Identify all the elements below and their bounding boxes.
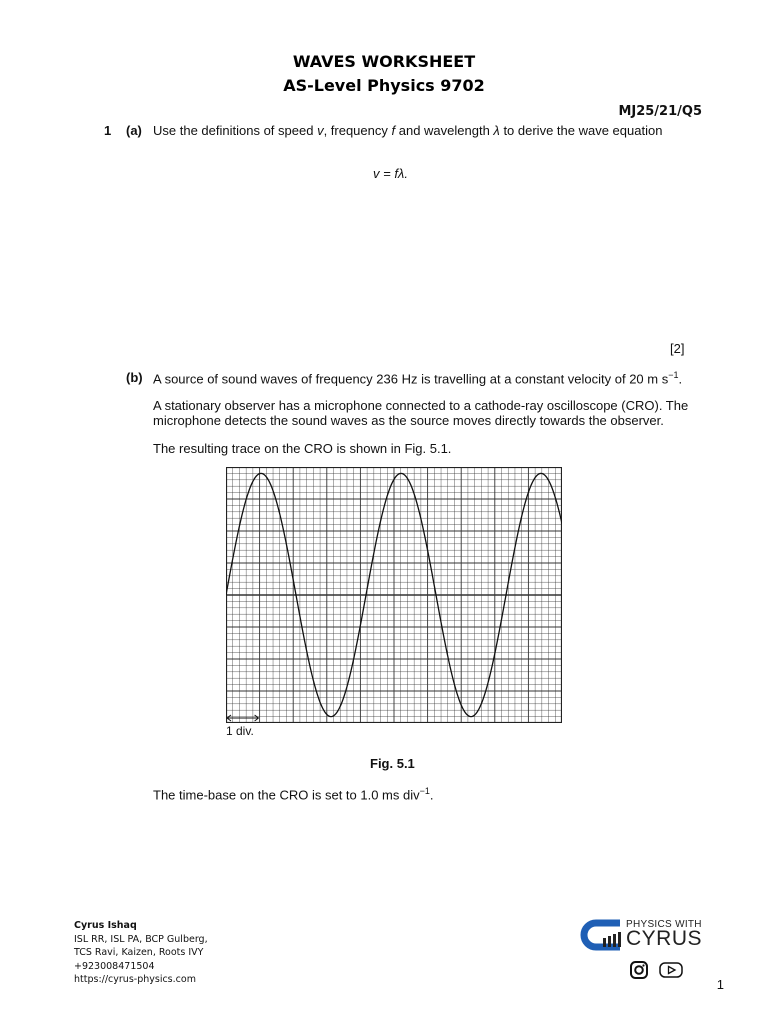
youtube-icon[interactable] — [660, 963, 682, 977]
physics-with-cyrus-logo — [580, 917, 703, 958]
author-website[interactable]: https://cyrus-physics.com — [74, 974, 196, 985]
author-name: Cyrus Ishaq — [74, 920, 137, 931]
social-links — [629, 960, 699, 985]
part-a-label: (a) — [126, 123, 142, 138]
part-b-line1: A source of sound waves of frequency 236 Hz is travelling at a constant velocity of 20 m $s^{-1}$. — [153, 370, 683, 387]
wave-equation: v = fλ. — [373, 166, 408, 181]
part-b-para2-line1: A stationary observer has a microphone connected to a cathode-ray oscilloscope (CRO). The — [153, 398, 689, 413]
question-reference: MJ25/21/Q5 — [618, 104, 702, 119]
logo-small-text: PHYSICS WITH — [626, 919, 702, 930]
part-a-text: Use the definitions of speed v, frequency f and wavelength λ to derive the wave equation — [153, 123, 663, 138]
part-b-label: (b) — [126, 370, 143, 385]
author-locations-1: ISL RR, ISL PA, BCP Gulberg, — [74, 933, 208, 945]
figure-caption: Fig. 5.1 — [370, 756, 415, 771]
part-b-para3: The resulting trace on the CRO is shown in Fig. 5.1. — [153, 441, 452, 456]
author-phone: +923008471504 — [74, 960, 155, 972]
worksheet-title: WAVES WORKSHEET — [292, 52, 476, 71]
part-b-para2-line2: microphone detects the sound waves as the source moves directly towards the observer. — [153, 413, 664, 428]
cro-trace-graph — [226, 467, 562, 723]
author-locations-2: TCS Ravi, Kaizen, Roots IVY — [74, 947, 204, 958]
worksheet-subtitle: AS-Level Physics 9702 — [283, 76, 485, 95]
author-info — [74, 919, 208, 987]
logo-mark-icon — [580, 917, 626, 953]
question-number: 1 — [104, 123, 112, 138]
logo-big-text: CYRUS — [626, 927, 703, 950]
page-number: 1 — [716, 977, 724, 992]
div-label: 1 div. — [226, 724, 254, 738]
timebase-text: The time-base on the CRO is set to 1.0 ms div$^{-1}$. — [153, 786, 434, 803]
one-division-arrow — [227, 715, 259, 721]
instagram-icon[interactable] — [631, 962, 647, 978]
part-a-marks: [2] — [670, 341, 685, 356]
